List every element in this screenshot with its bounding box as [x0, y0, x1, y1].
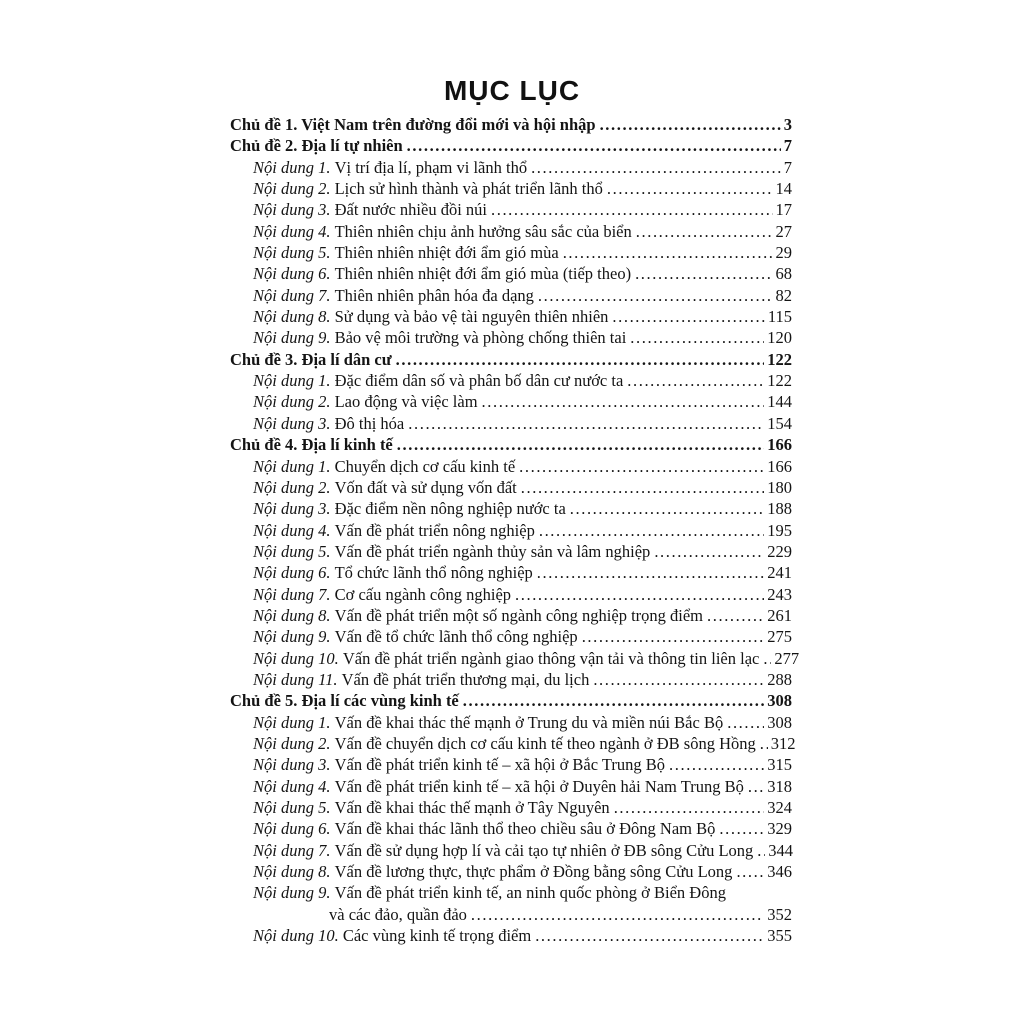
toc-entry-title: Tổ chức lãnh thổ nông nghiệp: [334, 563, 533, 583]
toc-entry-text: [253, 861, 732, 882]
dot-leader: [757, 840, 765, 861]
toc-entry-label: Nội dung 1.: [253, 712, 335, 732]
dot-leader: [727, 712, 764, 733]
toc-entry-title: Vấn đề khai thác lãnh thổ theo chiều sâu ở Đông Nam Bộ: [334, 819, 716, 839]
dot-leader: [614, 797, 765, 818]
toc-entry-label: Nội dung 4.: [253, 520, 335, 540]
toc-entry-text: [253, 818, 715, 839]
toc-entry: [230, 733, 796, 754]
dot-leader: [669, 754, 764, 775]
toc-entry-title: Địa lí kinh tế: [301, 435, 393, 455]
toc-entry-label: Chủ đề 2.: [230, 136, 302, 156]
toc-entry: [230, 221, 792, 242]
toc-entry-title: Thiên nhiên phân hóa đa dạng: [334, 285, 534, 305]
dot-leader: [636, 221, 773, 242]
toc-entry: [230, 626, 792, 647]
toc-entry: [230, 114, 792, 135]
dot-leader: [570, 498, 764, 519]
toc-entry-page: 7: [783, 157, 792, 177]
toc-entry-page: 344: [768, 840, 794, 860]
dot-leader: [539, 520, 764, 541]
toc-entry-text: [253, 925, 531, 946]
dot-leader: [593, 669, 764, 690]
toc-entry-title: Vấn đề khai thác thế mạnh ở Trung du và miền núi Bắc Bộ: [334, 712, 724, 732]
toc-entry: [230, 520, 792, 541]
toc-entry-text: [253, 477, 517, 498]
toc-entry-title: Địa lí dân cư: [301, 349, 392, 369]
toc-entry-text: [253, 520, 535, 541]
toc-entry-text: [253, 882, 726, 903]
dot-leader: [538, 285, 773, 306]
toc-entry-title: Địa lí tự nhiên: [301, 136, 403, 156]
toc-entry-text: [253, 306, 608, 327]
dot-leader: [519, 456, 764, 477]
toc-entry-label: Nội dung 8.: [253, 862, 335, 882]
dot-leader: [707, 605, 764, 626]
toc-entry: [230, 157, 792, 178]
toc-entry-page: 82: [775, 285, 792, 305]
toc-entry-page: 243: [767, 584, 792, 604]
toc-entry: [230, 562, 792, 583]
toc-entry-label: Nội dung 7.: [253, 584, 335, 604]
toc-entry-page: 318: [767, 776, 792, 796]
toc-entry-title: Việt Nam trên đường đổi mới và hội nhập: [301, 115, 596, 134]
toc-entry-text: [253, 221, 632, 242]
toc-entry-page: 122: [767, 349, 792, 369]
toc-entry-label: Nội dung 2.: [253, 477, 335, 497]
toc-entry-page: 7: [783, 136, 792, 156]
toc-entry: [230, 648, 800, 669]
toc-entry-label: Nội dung 2.: [253, 392, 335, 412]
toc-entry-title: Đất nước nhiều đồi núi: [334, 200, 487, 220]
toc-entry-label: Nội dung 3.: [253, 499, 335, 519]
toc-entry-label: Chủ đề 5.: [230, 691, 302, 711]
toc-entry-text: [230, 349, 392, 370]
toc-entry-label: Nội dung 5.: [253, 541, 335, 561]
dot-leader: [515, 584, 764, 605]
dot-leader: [396, 349, 765, 370]
toc-entry-label: Nội dung 10.: [253, 648, 343, 668]
toc-entry-title: Đô thị hóa: [334, 413, 405, 433]
toc-entry: [230, 584, 792, 605]
toc-entry-text-continued: và các đảo, quần đảo: [329, 904, 467, 924]
dot-leader: [407, 135, 781, 156]
toc-entry-page: 308: [767, 712, 792, 732]
toc-entry-page: 166: [767, 435, 792, 455]
toc-entry: [230, 391, 792, 412]
toc-entry: [230, 861, 792, 882]
toc-entry: [230, 776, 792, 797]
toc-entry-text: [253, 648, 759, 669]
toc-entry-label: Nội dung 11.: [253, 669, 342, 689]
toc-entry-text: [253, 776, 744, 797]
toc-entry: [230, 327, 792, 348]
toc-entry-page: 288: [767, 669, 792, 689]
toc-entry-title: Vấn đề lương thực, thực phẩm ở Đồng bằng sông Cửu Long: [334, 862, 733, 882]
toc-entry-label: Nội dung 6.: [253, 264, 335, 284]
toc-entry-page: 315: [767, 755, 792, 775]
dot-leader: [563, 242, 773, 263]
toc-entry-label: Nội dung 7.: [253, 285, 335, 305]
toc-entry-page: 195: [767, 520, 792, 540]
toc-entry-text: [253, 178, 603, 199]
toc-entry-text: [253, 391, 478, 412]
toc-entry-label: Nội dung 1.: [253, 456, 335, 476]
toc-entry-page: 308: [767, 691, 792, 711]
toc-entry-label: Chủ đề 1.: [230, 115, 302, 134]
toc-list: [230, 114, 800, 946]
toc-entry: [230, 690, 792, 711]
dot-leader: [582, 626, 765, 647]
toc-entry: [230, 135, 792, 156]
toc-entry-label: Nội dung 1.: [253, 157, 335, 177]
toc-entry: [230, 797, 792, 818]
toc-entry-page: 154: [767, 413, 792, 433]
toc-entry: [230, 477, 792, 498]
toc-entry-title: Bảo vệ môi trường và phòng chống thiên tai: [334, 328, 627, 348]
toc-entry-text: [253, 285, 534, 306]
toc-entry-label: Nội dung 3.: [253, 200, 335, 220]
toc-entry-title: Vấn đề phát triển ngành giao thông vận tải và thông tin liên lạc: [342, 648, 760, 668]
toc-entry-label: Nội dung 5.: [253, 243, 335, 263]
dot-leader: [630, 327, 764, 348]
toc-entry-label: Nội dung 9.: [253, 627, 335, 647]
toc-entry-title: Đặc điểm dân số và phân bố dân cư nước ta: [334, 371, 624, 391]
toc-entry-title: Vấn đề tổ chức lãnh thổ công nghiệp: [334, 627, 578, 647]
toc-entry-label: Nội dung 2.: [253, 733, 335, 753]
toc-entry: [230, 754, 792, 775]
toc-entry: [230, 541, 792, 562]
toc-entry-title: Vấn đề phát triển nông nghiệp: [334, 520, 535, 540]
toc-entry-text: [253, 626, 578, 647]
toc-entry-label: Nội dung 10.: [253, 926, 343, 946]
toc-entry-title: Lao động và việc làm: [334, 392, 478, 412]
toc-entry-text: [253, 562, 533, 583]
dot-leader: [627, 370, 764, 391]
toc-entry: [230, 370, 792, 391]
toc-entry-title: Thiên nhiên chịu ảnh hưởng sâu sắc của biển: [334, 221, 632, 241]
dot-leader: [736, 861, 764, 882]
toc-entry: [230, 199, 792, 220]
dot-leader: [531, 157, 781, 178]
toc-entry-text: [253, 498, 566, 519]
toc-entry-text: [253, 263, 631, 284]
toc-entry-title: Vấn đề chuyển dịch cơ cấu kinh tế theo ngành ở ĐB sông Hồng: [334, 733, 756, 753]
toc-entry-page: 3: [783, 115, 792, 134]
toc-entry-title: Đặc điểm nền nông nghiệp nước ta: [334, 499, 566, 519]
dot-leader: [600, 114, 781, 135]
toc-entry: [230, 904, 792, 925]
toc-entry-label: Chủ đề 3.: [230, 349, 302, 369]
toc-entry-page: 120: [767, 328, 792, 348]
toc-entry-page: 122: [767, 371, 792, 391]
toc-entry-text: [253, 370, 623, 391]
toc-entry-title: Vốn đất và sử dụng vốn đất: [334, 477, 517, 497]
toc-entry-label: Nội dung 8.: [253, 307, 335, 327]
toc-entry-page: 68: [775, 264, 792, 284]
toc-entry-title: Vấn đề phát triển ngành thủy sản và lâm nghiệp: [334, 541, 651, 561]
toc-entry: [230, 306, 792, 327]
toc-entry-label: Nội dung 4.: [253, 776, 335, 796]
toc-entry-page: 261: [767, 605, 792, 625]
dot-leader: [521, 477, 764, 498]
toc-entry: [230, 349, 792, 370]
toc-entry: [230, 456, 792, 477]
toc-entry-text: [253, 541, 650, 562]
toc-entry-page: 27: [775, 221, 792, 241]
dot-leader: [397, 434, 764, 455]
toc-entry-page: 324: [767, 798, 792, 817]
toc-entry-label: Nội dung 9.: [253, 883, 335, 903]
toc-entry-text: [253, 199, 487, 220]
dot-leader: [719, 818, 764, 839]
toc-entry: [230, 285, 792, 306]
toc-entry-page: 17: [775, 200, 792, 220]
toc-entry-text: [253, 712, 723, 733]
toc-entry-title: Vấn đề phát triển kinh tế, an ninh quốc phòng ở Biển Đông: [334, 883, 726, 903]
dot-leader: [408, 413, 764, 434]
toc-entry-title: Các vùng kinh tế trọng điểm: [342, 926, 532, 946]
dot-leader: [491, 199, 773, 220]
toc-entry: [230, 178, 792, 199]
toc-entry-page: 275: [767, 627, 792, 647]
toc-entry-label: Nội dung 6.: [253, 819, 335, 839]
toc-entry-label: Nội dung 2.: [253, 179, 335, 199]
toc-entry-label: Chủ đề 4.: [230, 435, 302, 455]
toc-entry-page: 329: [767, 819, 792, 839]
toc-entry-label: Nội dung 7.: [253, 840, 335, 860]
toc-entry-label: Nội dung 6.: [253, 563, 335, 583]
toc-entry-page: 29: [775, 243, 792, 263]
toc-entry-title: Địa lí các vùng kinh tế: [301, 691, 459, 711]
toc-entry-label: Nội dung 9.: [253, 328, 335, 348]
toc-entry-title: Vấn đề phát triển kinh tế – xã hội ở Duyên hải Nam Trung Bộ: [334, 776, 744, 796]
toc-entry-text: [230, 690, 459, 711]
toc-entry-label: Nội dung 8.: [253, 605, 335, 625]
toc-entry-page: 180: [767, 477, 792, 497]
toc-entry: [230, 818, 792, 839]
toc-entry-title: Vấn đề phát triển một số ngành công nghiệp trọng điểm: [334, 605, 704, 625]
toc-entry-text: [253, 733, 756, 754]
toc-entry-text: [230, 434, 393, 455]
dot-leader: [463, 690, 764, 711]
toc-entry-text: [230, 135, 403, 156]
toc-entry-page: 355: [767, 926, 792, 946]
toc-entry-title: Sử dụng và bảo vệ tài nguyên thiên nhiên: [334, 307, 609, 327]
dot-leader: [612, 306, 764, 327]
toc-entry-page: 115: [767, 307, 792, 327]
dot-leader: [471, 904, 764, 925]
toc-entry-text: [253, 584, 511, 605]
toc-entry-text: [253, 754, 665, 775]
toc-entry-text: [253, 840, 753, 861]
toc-entry-text: [253, 797, 610, 818]
toc-entry-text: [253, 669, 589, 690]
toc-entry: [230, 925, 792, 946]
toc-entry-page: 241: [767, 563, 792, 583]
toc-entry-title: Lịch sử hình thành và phát triển lãnh thổ: [334, 179, 603, 199]
dot-leader: [607, 178, 773, 199]
page-title: MỤC LỤC: [443, 75, 581, 106]
toc-entry: [230, 498, 792, 519]
toc-entry-text: [253, 242, 559, 263]
toc-entry-title: Vấn đề phát triển kinh tế – xã hội ở Bắc Trung Bộ: [334, 755, 666, 775]
dot-leader: [535, 925, 764, 946]
toc-entry-title: Vấn đề phát triển thương mại, du lịch: [341, 669, 590, 689]
toc-entry-text: [253, 157, 527, 178]
toc-entry: [230, 434, 792, 455]
toc-entry-page: 188: [767, 499, 792, 519]
toc-entry: [230, 263, 792, 284]
toc-entry: [230, 712, 792, 733]
toc-entry-label: Nội dung 5.: [253, 798, 335, 817]
toc-entry-page: 144: [767, 392, 792, 412]
toc-entry-title: Cơ cấu ngành công nghiệp: [334, 584, 512, 604]
toc-entry-page: 352: [767, 904, 792, 924]
toc-entry-title: Thiên nhiên nhiệt đới ẩm gió mùa (tiếp theo): [334, 264, 632, 284]
toc-entry-text: [253, 605, 703, 626]
toc-entry-label: Nội dung 4.: [253, 221, 335, 241]
toc-entry-title: Vị trí địa lí, phạm vi lãnh thổ: [334, 157, 528, 177]
toc-entry-text: [253, 456, 515, 477]
toc-entry: [230, 413, 792, 434]
toc-entry-title: Chuyển dịch cơ cấu kinh tế: [334, 456, 516, 476]
toc-entry-text: [230, 114, 596, 135]
dot-leader: [635, 263, 772, 284]
toc-entry-page: 277: [774, 648, 800, 668]
toc-entry: [230, 669, 792, 690]
toc-entry: [230, 605, 792, 626]
toc-entry-page: 346: [767, 862, 792, 882]
toc-entry-page: 312: [770, 733, 796, 753]
toc-entry-page: 14: [775, 179, 792, 199]
toc-entry: [230, 840, 792, 861]
toc-entry-text: [253, 413, 404, 434]
toc-entry-title: Thiên nhiên nhiệt đới ẩm gió mùa: [334, 243, 559, 263]
toc-entry-label: Nội dung 3.: [253, 755, 335, 775]
dot-leader: [537, 562, 764, 583]
toc-entry-label: Nội dung 1.: [253, 371, 335, 391]
dot-leader: [760, 733, 768, 754]
dot-leader: [763, 648, 771, 669]
dot-leader: [748, 776, 764, 797]
dot-leader: [654, 541, 764, 562]
toc-entry-title: Vấn đề khai thác thế mạnh ở Tây Nguyên: [334, 798, 610, 817]
toc-entry-page: 166: [767, 456, 792, 476]
toc-entry-text: [253, 327, 626, 348]
toc-entry-page: 229: [767, 541, 792, 561]
toc-entry-label: Nội dung 3.: [253, 413, 335, 433]
dot-leader: [482, 391, 765, 412]
toc-entry-title: Vấn đề sử dụng hợp lí và cải tạo tự nhiên ở ĐB sông Cửu Long: [334, 840, 754, 860]
toc-entry: [230, 882, 792, 903]
toc-entry: [230, 242, 792, 263]
